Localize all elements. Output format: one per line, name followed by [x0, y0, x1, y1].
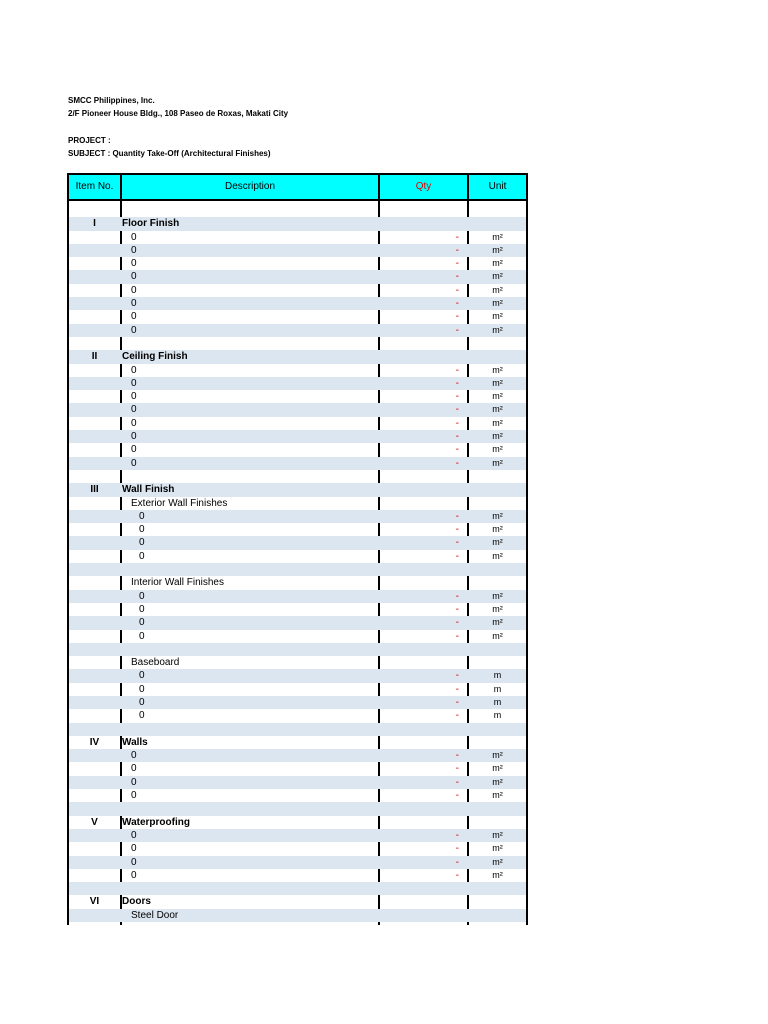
- table-row: [69, 749, 526, 762]
- row-unit: m²: [492, 258, 503, 269]
- table-row: [69, 643, 526, 656]
- row-qty: -: [455, 417, 459, 429]
- row-unit: m²: [492, 869, 503, 880]
- row-qty: -: [455, 391, 459, 403]
- row-description: Baseboard: [131, 657, 180, 669]
- row-description: 0: [139, 670, 145, 682]
- row-qty: -: [455, 284, 459, 296]
- row-description: 0: [131, 417, 137, 429]
- row-description: 0: [131, 324, 137, 336]
- row-unit: m²: [492, 298, 503, 309]
- table-row: [69, 842, 526, 855]
- table-row: [69, 457, 526, 470]
- row-unit: m²: [492, 763, 503, 774]
- table-row: [69, 816, 526, 829]
- table-row: [69, 616, 526, 629]
- row-description: 0: [131, 298, 137, 310]
- table-row: [69, 350, 526, 363]
- table-row: [69, 736, 526, 749]
- row-qty: -: [455, 843, 459, 855]
- table-row: [69, 523, 526, 536]
- table-row: [69, 403, 526, 416]
- table-row: [69, 204, 526, 217]
- row-description: Floor Finish: [122, 218, 180, 230]
- row-unit: m²: [492, 750, 503, 761]
- row-qty: -: [455, 696, 459, 708]
- row-qty: -: [455, 377, 459, 389]
- row-description: Walls: [122, 736, 148, 748]
- table-row: [69, 417, 526, 430]
- table-row: [69, 882, 526, 895]
- row-unit: m²: [492, 244, 503, 255]
- col-header-item-no: Item No.: [75, 181, 114, 192]
- table-row: [69, 762, 526, 775]
- table-row: [69, 390, 526, 403]
- row-unit: m²: [492, 590, 503, 601]
- row-description: 0: [131, 843, 137, 855]
- row-description: 0: [139, 510, 145, 522]
- row-description: 0: [131, 457, 137, 469]
- row-qty: -: [455, 617, 459, 629]
- row-description: 0: [131, 391, 137, 403]
- row-qty: -: [455, 869, 459, 881]
- row-description: 0: [131, 431, 137, 443]
- col-header-qty: Qty: [415, 181, 432, 192]
- table-row: [69, 603, 526, 616]
- company-name: SMCC Philippines, Inc.: [68, 96, 155, 105]
- company-address: 2/F Pioneer House Bldg., 108 Paseo de Roxas, Makati City: [68, 109, 289, 118]
- row-description: 0: [139, 617, 145, 629]
- table-row: [69, 217, 526, 230]
- row-description: Interior Wall Finishes: [131, 577, 224, 589]
- table-row: [69, 536, 526, 549]
- row-unit: m²: [492, 404, 503, 415]
- row-unit: m²: [492, 829, 503, 840]
- row-qty: -: [455, 231, 459, 243]
- row-unit: m²: [492, 444, 503, 455]
- row-unit: m²: [492, 843, 503, 854]
- col-header-unit: Unit: [488, 181, 507, 192]
- row-description: Waterproofing: [122, 816, 190, 828]
- table-row: [69, 829, 526, 842]
- row-description: 0: [131, 244, 137, 256]
- row-qty: -: [455, 683, 459, 695]
- row-item-no: I: [93, 218, 96, 230]
- row-description: 0: [139, 630, 145, 642]
- table-row: [69, 497, 526, 510]
- row-qty: -: [455, 510, 459, 522]
- row-qty: -: [455, 298, 459, 310]
- row-qty: -: [455, 258, 459, 270]
- row-item-no: VI: [89, 896, 100, 908]
- row-qty: -: [455, 603, 459, 615]
- table-row: [69, 563, 526, 576]
- table-row: [69, 909, 526, 922]
- table-row: [69, 310, 526, 323]
- row-description: Ceiling Finish: [122, 351, 188, 363]
- row-unit: m²: [492, 324, 503, 335]
- table-header-row: [67, 173, 528, 201]
- row-item-no: V: [91, 816, 98, 828]
- table-row: [69, 324, 526, 337]
- row-description: Steel Door: [131, 909, 179, 921]
- row-unit: m²: [492, 271, 503, 282]
- row-qty: -: [455, 790, 459, 802]
- row-unit: m²: [492, 603, 503, 614]
- row-unit: m²: [492, 776, 503, 787]
- row-unit: m²: [492, 311, 503, 322]
- row-description: 0: [139, 524, 145, 536]
- row-qty: -: [455, 244, 459, 256]
- row-description: 0: [139, 683, 145, 695]
- table-row: [69, 895, 526, 908]
- table-row: [69, 443, 526, 456]
- row-unit: m²: [492, 856, 503, 867]
- table-row: [69, 683, 526, 696]
- row-unit: m²: [492, 790, 503, 801]
- row-unit: m²: [492, 284, 503, 295]
- table-row: [69, 656, 526, 669]
- row-description: 0: [131, 763, 137, 775]
- row-unit: m: [493, 683, 502, 694]
- row-unit: m²: [492, 524, 503, 535]
- table-row: [69, 470, 526, 483]
- row-description: 0: [139, 537, 145, 549]
- row-qty: -: [455, 630, 459, 642]
- row-item-no: III: [90, 484, 99, 496]
- row-unit: m²: [492, 510, 503, 521]
- table-row: [69, 244, 526, 257]
- row-unit: m²: [492, 630, 503, 641]
- row-unit: m²: [492, 377, 503, 388]
- table-row: [69, 576, 526, 589]
- row-item-no: IV: [89, 736, 100, 748]
- row-unit: m²: [492, 391, 503, 402]
- table-row: [69, 696, 526, 709]
- table-row: [69, 430, 526, 443]
- row-unit: m²: [492, 550, 503, 561]
- row-unit: m: [493, 670, 502, 681]
- row-description: 0: [139, 696, 145, 708]
- table-row: [69, 377, 526, 390]
- table-row: [69, 776, 526, 789]
- table-row: [69, 550, 526, 563]
- row-description: 0: [131, 790, 137, 802]
- row-description: 0: [131, 869, 137, 881]
- row-qty: -: [455, 710, 459, 722]
- table-row: [69, 869, 526, 882]
- row-qty: -: [455, 590, 459, 602]
- row-qty: -: [455, 457, 459, 469]
- col-header-description: Description: [224, 181, 276, 192]
- table-row: [69, 231, 526, 244]
- table-body: [67, 201, 528, 925]
- row-description: 0: [131, 284, 137, 296]
- row-description: Exterior Wall Finishes: [131, 497, 228, 509]
- row-description: 0: [131, 311, 137, 323]
- row-description: 0: [131, 404, 137, 416]
- row-description: 0: [139, 603, 145, 615]
- row-qty: -: [455, 776, 459, 788]
- row-unit: m²: [492, 537, 503, 548]
- row-description: 0: [131, 829, 137, 841]
- row-description: Doors: [122, 896, 151, 908]
- row-item-no: II: [91, 351, 98, 363]
- row-unit: m²: [492, 417, 503, 428]
- table-row: [69, 590, 526, 603]
- row-description: 0: [131, 364, 137, 376]
- row-description: 0: [131, 444, 137, 456]
- row-qty: -: [455, 444, 459, 456]
- row-description: 0: [139, 710, 145, 722]
- row-unit: m: [493, 710, 502, 721]
- row-description: 0: [131, 231, 137, 243]
- row-unit: m²: [492, 364, 503, 375]
- project-label: PROJECT :: [68, 136, 111, 145]
- table-row: [69, 510, 526, 523]
- table-row: [69, 789, 526, 802]
- row-description: 0: [131, 856, 137, 868]
- table-row: [69, 669, 526, 682]
- row-description: Wall Finish: [122, 484, 175, 496]
- row-description: 0: [131, 271, 137, 283]
- row-description: 0: [131, 750, 137, 762]
- row-description: 0: [139, 550, 145, 562]
- row-qty: -: [455, 670, 459, 682]
- row-qty: -: [455, 404, 459, 416]
- row-unit: m²: [492, 431, 503, 442]
- row-unit: m: [493, 696, 502, 707]
- table-row: [69, 630, 526, 643]
- row-qty: -: [455, 763, 459, 775]
- row-qty: -: [455, 750, 459, 762]
- row-qty: -: [455, 856, 459, 868]
- row-unit: m²: [492, 457, 503, 468]
- table-row: [69, 856, 526, 869]
- table-row: [69, 802, 526, 815]
- table-row: [69, 709, 526, 722]
- row-unit: m²: [492, 231, 503, 242]
- row-qty: -: [455, 271, 459, 283]
- row-unit: m²: [492, 617, 503, 628]
- table-row: [69, 723, 526, 736]
- row-qty: -: [455, 311, 459, 323]
- quantity-takeoff-table: [67, 173, 528, 925]
- row-qty: -: [455, 537, 459, 549]
- row-qty: -: [455, 364, 459, 376]
- table-row: [69, 483, 526, 496]
- table-row: [69, 364, 526, 377]
- row-description: 0: [131, 258, 137, 270]
- table-row: [69, 337, 526, 350]
- row-qty: -: [455, 829, 459, 841]
- table-row: [69, 270, 526, 283]
- subject-label: SUBJECT : Quantity Take-Off (Architectural Finishes): [68, 149, 271, 158]
- row-qty: -: [455, 324, 459, 336]
- row-description: 0: [131, 776, 137, 788]
- row-description: 0: [131, 377, 137, 389]
- row-qty: -: [455, 550, 459, 562]
- table-row: [69, 257, 526, 270]
- row-qty: -: [455, 524, 459, 536]
- table-row: [69, 284, 526, 297]
- row-description: 0: [139, 590, 145, 602]
- table-row: [69, 297, 526, 310]
- row-qty: -: [455, 431, 459, 443]
